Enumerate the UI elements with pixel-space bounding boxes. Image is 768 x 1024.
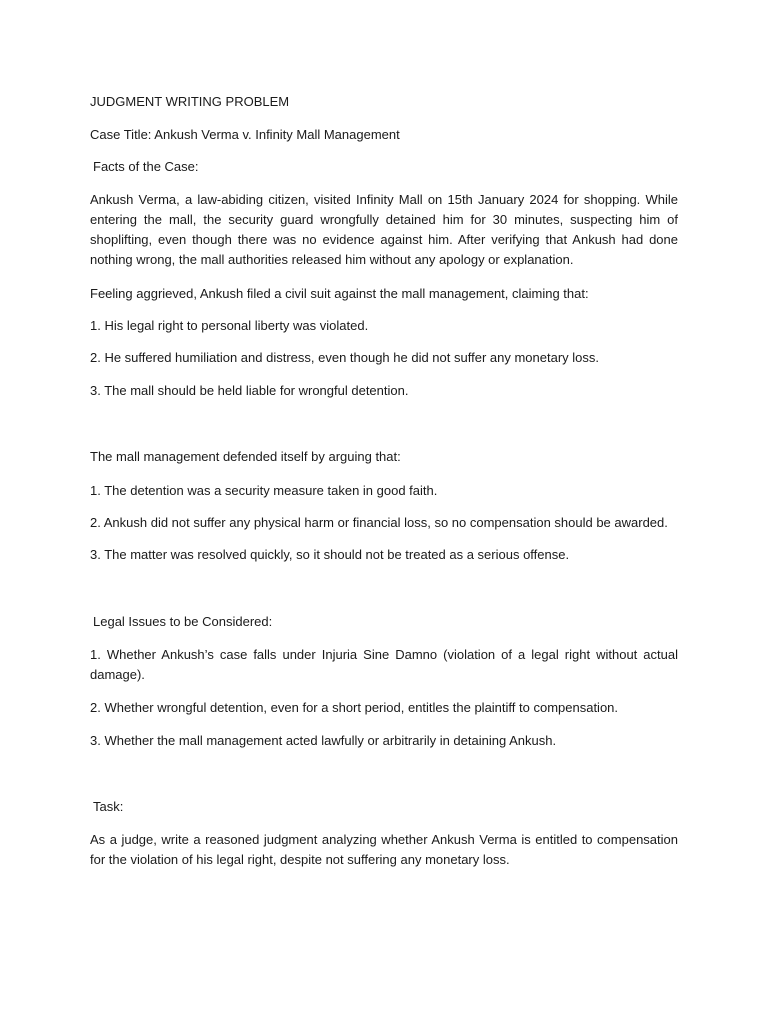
document-heading: JUDGMENT WRITING PROBLEM <box>90 94 290 109</box>
plaintiff-intro: Feeling aggrieved, Ankush filed a civil suit against the mall management, claiming that: <box>90 286 589 301</box>
facts-paragraph: Ankush Verma, a law-abiding citizen, visited Infinity Mall on 15th January 2024 for shopping. While entering the mall, the security guard wrongfully detained him for 30 minutes, suspecting him of shoplifting, even though there was no evidence against him. After verifying that Ankush had done nothing wrong, the mall authorities released him without any apology or explanation. <box>90 192 678 267</box>
legal-issue-3: 3. Whether the mall management acted lawfully or arbitrarily in detaining Ankush. <box>90 733 557 748</box>
defense-argument-2: 2. Ankush did not suffer any physical harm or financial loss, so no compensation should be awarded. <box>90 515 668 530</box>
issues-heading: Legal Issues to be Considered: <box>93 614 273 629</box>
legal-issue-2: 2. Whether wrongful detention, even for a short period, entitles the plaintiff to compensation. <box>90 700 619 715</box>
defense-intro: The mall management defended itself by arguing that: <box>90 449 401 464</box>
plaintiff-claim-2: 2. He suffered humiliation and distress, even though he did not suffer any monetary loss. <box>90 350 599 365</box>
defense-argument-1: 1. The detention was a security measure taken in good faith. <box>90 483 438 498</box>
task-paragraph: As a judge, write a reasoned judgment analyzing whether Ankush Verma is entitled to compensation for the violation of his legal right, despite not suffering any monetary loss. <box>90 832 678 867</box>
defense-argument-3: 3. The matter was resolved quickly, so it should not be treated as a serious offense. <box>90 547 570 562</box>
plaintiff-claim-3: 3. The mall should be held liable for wrongful detention. <box>90 383 409 398</box>
plaintiff-claim-1: 1. His legal right to personal liberty was violated. <box>90 318 369 333</box>
task-heading: Task: <box>93 799 124 814</box>
facts-heading: Facts of the Case: <box>93 159 199 174</box>
legal-issue-1: 1. Whether Ankush’s case falls under Injuria Sine Damno (violation of a legal right without actual damage). <box>90 647 678 682</box>
case-title: Case Title: Ankush Verma v. Infinity Mall Management <box>90 127 400 142</box>
